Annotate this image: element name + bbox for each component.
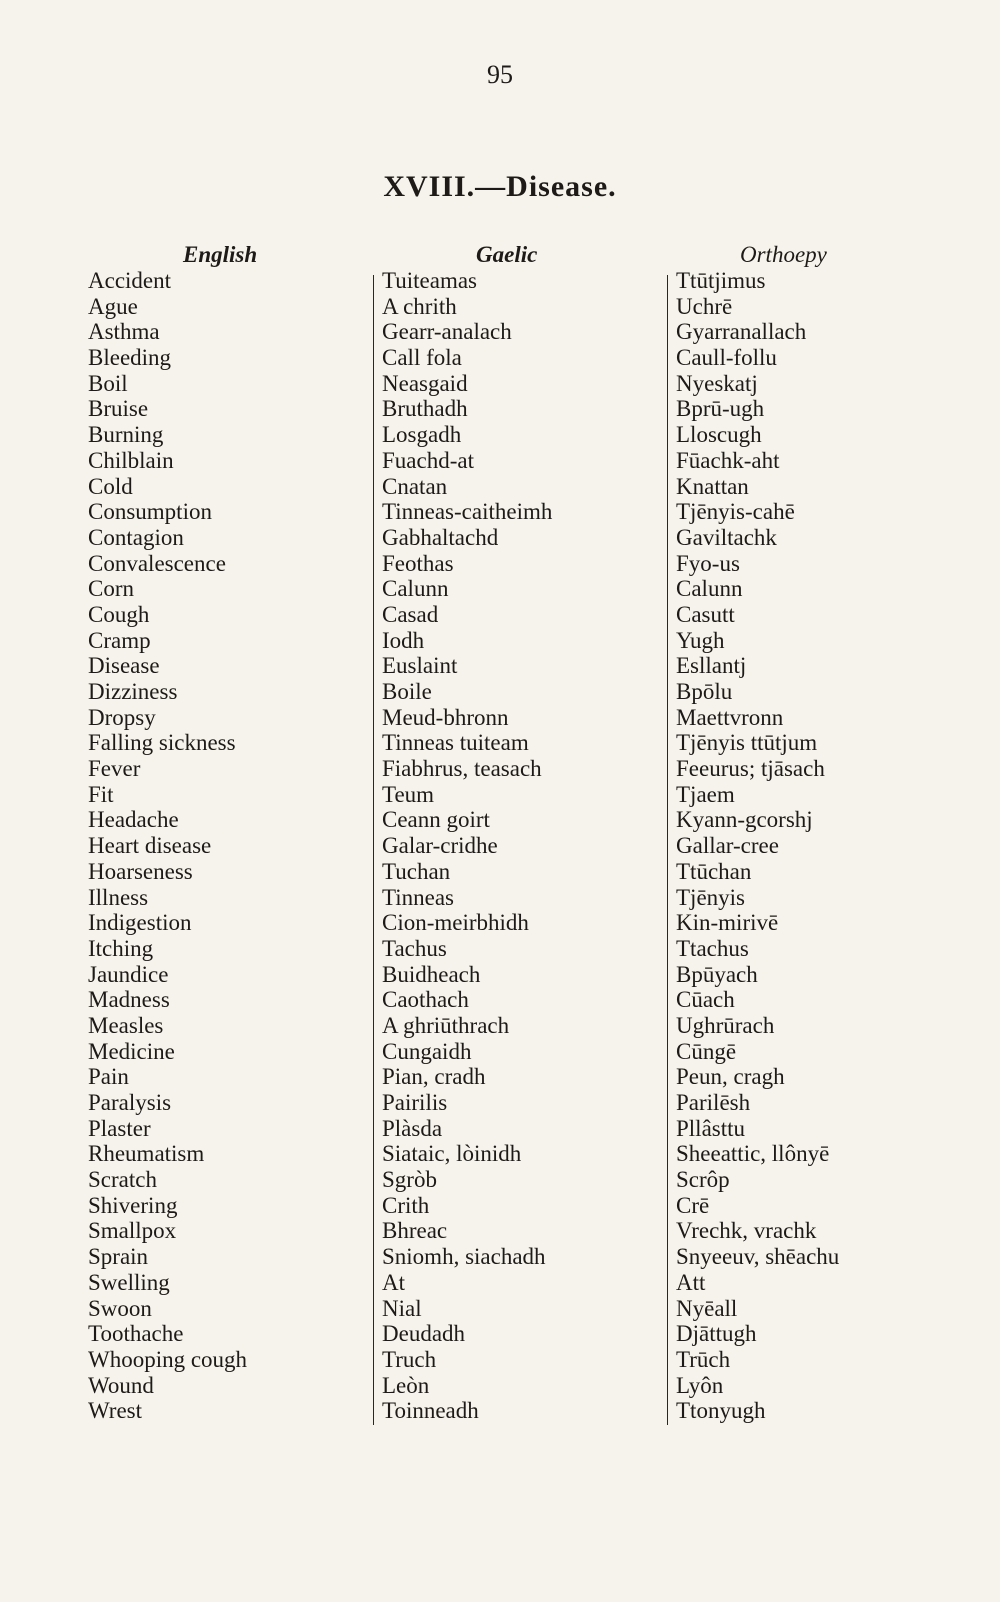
- vocabulary-row: [0, 782, 1000, 808]
- gaelic-term: Call fola: [382, 345, 462, 371]
- gaelic-term: Gabhaltachd: [382, 524, 499, 550]
- vocabulary-row: [0, 1064, 1000, 1090]
- english-term: Consumption: [88, 499, 212, 525]
- vocabulary-list: [0, 268, 1000, 1424]
- gaelic-term: Pairilis: [382, 1090, 448, 1115]
- english-term: Burning: [88, 422, 164, 448]
- gaelic-term: Plàsda: [382, 1115, 443, 1141]
- vocabulary-row: [0, 730, 1000, 756]
- orthoepy-term: Uchrē: [676, 293, 733, 319]
- orthoepy-term: Feeurus; tjāsach: [676, 756, 825, 782]
- orthoepy-term: Ttonyugh: [676, 1398, 766, 1424]
- orthoepy-term: Fūachk-aht: [676, 447, 780, 473]
- gaelic-term: Tinneas: [382, 884, 454, 910]
- vocabulary-row: [0, 1398, 1000, 1424]
- english-term: Wrest: [88, 1398, 142, 1424]
- vocabulary-row: [0, 1270, 1000, 1296]
- english-term: Sprain: [88, 1244, 149, 1270]
- gaelic-term: Pian, cradh: [382, 1064, 486, 1090]
- gaelic-term: Bruthadh: [382, 396, 468, 422]
- english-term: Fever: [88, 756, 141, 782]
- gaelic-term: Truch: [382, 1346, 437, 1372]
- vocabulary-row: [0, 1218, 1000, 1244]
- orthoepy-term: Yugh: [676, 627, 725, 653]
- english-term: Medicine: [88, 1038, 175, 1064]
- english-term: Smallpox: [88, 1218, 177, 1244]
- english-term: Wound: [88, 1372, 154, 1398]
- orthoepy-term: Tjaem: [676, 781, 735, 807]
- vocabulary-row: [0, 499, 1000, 525]
- orthoepy-term: Trūch: [676, 1346, 731, 1372]
- gaelic-term: Tinneas tuiteam: [382, 730, 529, 756]
- orthoepy-term: Parilēsh: [676, 1090, 751, 1115]
- orthoepy-term: Fyo-us: [676, 550, 740, 576]
- gaelic-term: A ghriūthrach: [382, 1012, 510, 1038]
- gaelic-term: Bhreac: [382, 1218, 448, 1244]
- orthoepy-term: Bpūyach: [676, 961, 758, 987]
- english-term: Chilblain: [88, 447, 174, 473]
- english-term: Rheumatism: [88, 1141, 205, 1167]
- vocabulary-row: [0, 679, 1000, 705]
- vocabulary-row: [0, 756, 1000, 782]
- english-term: Madness: [88, 987, 170, 1013]
- orthoepy-term: Crē: [676, 1192, 710, 1218]
- gaelic-term: At: [382, 1269, 405, 1295]
- vocabulary-row: [0, 807, 1000, 833]
- orthoepy-term: Ttūtjimus: [676, 268, 766, 293]
- english-term: Cold: [88, 473, 133, 499]
- vocabulary-row: [0, 653, 1000, 679]
- english-term: Illness: [88, 884, 149, 910]
- english-term: Contagion: [88, 524, 184, 550]
- vocabulary-row: [0, 859, 1000, 885]
- orthoepy-term: Cūngē: [676, 1038, 737, 1064]
- gaelic-term: Nial: [382, 1295, 422, 1321]
- english-term: Pain: [88, 1064, 129, 1090]
- gaelic-term: Cion-meirbhidh: [382, 910, 529, 936]
- orthoepy-term: Maettvronn: [676, 704, 784, 730]
- english-term: Cramp: [88, 627, 151, 653]
- orthoepy-term: Ttūchan: [676, 858, 752, 884]
- orthoepy-term: Att: [676, 1269, 706, 1295]
- gaelic-term: Buidheach: [382, 961, 481, 987]
- vocabulary-row: [0, 422, 1000, 448]
- vocabulary-row: [0, 319, 1000, 345]
- vocabulary-row: [0, 576, 1000, 602]
- gaelic-term: Euslaint: [382, 653, 458, 679]
- english-term: Scratch: [88, 1167, 157, 1193]
- orthoepy-term: Peun, cragh: [676, 1064, 785, 1090]
- gaelic-term: Tuchan: [382, 858, 451, 884]
- vocabulary-row: [0, 705, 1000, 731]
- gaelic-term: Cnatan: [382, 473, 448, 499]
- orthoepy-term: Knattan: [676, 473, 749, 499]
- vocabulary-row: [0, 1167, 1000, 1193]
- vocabulary-row: [0, 1013, 1000, 1039]
- gaelic-term: Sgròb: [382, 1167, 437, 1193]
- vocabulary-row: [0, 936, 1000, 962]
- vocabulary-row: [0, 885, 1000, 911]
- orthoepy-term: Lyôn: [676, 1372, 724, 1398]
- english-term: Disease: [88, 653, 160, 679]
- english-term: Cough: [88, 601, 150, 627]
- english-term: Headache: [88, 807, 179, 833]
- vocabulary-row: [0, 1141, 1000, 1167]
- english-term: Bleeding: [88, 345, 172, 371]
- page-number: 95: [487, 60, 513, 89]
- orthoepy-term: Nyeskatj: [676, 370, 758, 396]
- orthoepy-term: Nyēall: [676, 1295, 738, 1321]
- column-header-gaelic: Gaelic: [476, 242, 538, 267]
- orthoepy-term: Lloscugh: [676, 422, 762, 448]
- gaelic-term: Calunn: [382, 576, 449, 602]
- english-term: Dizziness: [88, 679, 178, 704]
- gaelic-term: Feothas: [382, 550, 454, 576]
- orthoepy-term: Ttachus: [676, 935, 749, 961]
- gaelic-term: Gearr-analach: [382, 319, 512, 345]
- vocabulary-row: [0, 1347, 1000, 1373]
- orthoepy-term: Scrôp: [676, 1167, 730, 1193]
- english-term: Swoon: [88, 1295, 152, 1321]
- english-term: Dropsy: [88, 704, 156, 730]
- english-term: Accident: [88, 268, 172, 293]
- vocabulary-row: [0, 1244, 1000, 1270]
- column-header-orthoepy: Orthoepy: [740, 242, 827, 267]
- orthoepy-term: Sheeattic, llônyē: [676, 1141, 830, 1167]
- vocabulary-row: [0, 1296, 1000, 1322]
- english-term: Boil: [88, 370, 128, 396]
- vocabulary-row: [0, 268, 1000, 294]
- orthoepy-term: Calunn: [676, 576, 743, 602]
- orthoepy-term: Tjēnyis-cahē: [676, 499, 795, 525]
- orthoepy-term: Pllâsttu: [676, 1115, 746, 1141]
- gaelic-term: Neasgaid: [382, 370, 468, 396]
- gaelic-term: Toinneadh: [382, 1398, 479, 1424]
- vocabulary-row: [0, 371, 1000, 397]
- orthoepy-term: Tjēnyis ttūtjum: [676, 730, 818, 756]
- gaelic-term: Losgadh: [382, 422, 462, 448]
- vocabulary-row: [0, 962, 1000, 988]
- gaelic-term: Iodh: [382, 627, 425, 653]
- vocabulary-row: [0, 396, 1000, 422]
- gaelic-term: Siataic, lòinidh: [382, 1141, 522, 1167]
- orthoepy-term: Vrechk, vrachk: [676, 1218, 817, 1244]
- english-term: Hoarseness: [88, 858, 193, 884]
- orthoepy-term: Ughrūrach: [676, 1012, 775, 1038]
- orthoepy-term: Esllantj: [676, 653, 747, 679]
- gaelic-term: Leòn: [382, 1372, 430, 1398]
- vocabulary-row: [0, 1193, 1000, 1219]
- vocabulary-row: [0, 1039, 1000, 1065]
- english-term: Ague: [88, 293, 138, 319]
- english-term: Itching: [88, 935, 154, 961]
- gaelic-term: A chrith: [382, 293, 457, 319]
- column-header-english: English: [183, 242, 258, 267]
- gaelic-term: Casad: [382, 601, 439, 627]
- english-term: Measles: [88, 1012, 164, 1038]
- gaelic-term: Fiabhrus, teasach: [382, 756, 542, 782]
- english-term: Plaster: [88, 1115, 151, 1141]
- gaelic-term: Cungaidh: [382, 1038, 472, 1064]
- gaelic-term: Sniomh, siachadh: [382, 1244, 546, 1270]
- english-term: Shivering: [88, 1192, 178, 1218]
- vocabulary-row: [0, 551, 1000, 577]
- vocabulary-row: [0, 987, 1000, 1013]
- gaelic-term: Galar-cridhe: [382, 833, 498, 859]
- orthoepy-term: Gaviltachk: [676, 524, 777, 550]
- gaelic-term: Crith: [382, 1192, 430, 1218]
- gaelic-term: Tachus: [382, 935, 447, 961]
- gaelic-term: Tinneas-caitheimh: [382, 499, 553, 525]
- english-term: Jaundice: [88, 961, 169, 987]
- gaelic-term: Fuachd-at: [382, 447, 474, 473]
- gaelic-term: Tuiteamas: [382, 268, 477, 293]
- gaelic-term: Ceann goirt: [382, 807, 490, 833]
- orthoepy-term: Cūach: [676, 987, 735, 1013]
- vocabulary-row: [0, 910, 1000, 936]
- gaelic-term: Meud-bhronn: [382, 704, 509, 730]
- english-term: Indigestion: [88, 910, 192, 936]
- english-term: Fit: [88, 781, 114, 807]
- orthoepy-term: Bpōlu: [676, 679, 733, 704]
- vocabulary-row: [0, 602, 1000, 628]
- vocabulary-row: [0, 474, 1000, 500]
- english-term: Whooping cough: [88, 1346, 248, 1372]
- orthoepy-term: Bprū-ugh: [676, 396, 765, 422]
- vocabulary-row: [0, 525, 1000, 551]
- english-term: Convalescence: [88, 550, 226, 576]
- orthoepy-term: Casutt: [676, 601, 735, 627]
- english-term: Swelling: [88, 1269, 170, 1295]
- vocabulary-row: [0, 1321, 1000, 1347]
- orthoepy-term: Snyeeuv, shēachu: [676, 1244, 840, 1270]
- gaelic-term: Caothach: [382, 987, 469, 1013]
- vocabulary-row: [0, 628, 1000, 654]
- gaelic-term: Deudadh: [382, 1321, 466, 1347]
- english-term: Heart disease: [88, 833, 212, 859]
- orthoepy-term: Gallar-cree: [676, 833, 779, 859]
- orthoepy-term: Tjēnyis: [676, 884, 745, 910]
- section-title: XVIII.—Disease.: [383, 170, 617, 203]
- vocabulary-row: [0, 294, 1000, 320]
- orthoepy-term: Caull-follu: [676, 345, 777, 371]
- english-term: Asthma: [88, 319, 160, 345]
- gaelic-term: Teum: [382, 781, 435, 807]
- english-term: Falling sickness: [88, 730, 236, 756]
- vocabulary-row: [0, 1090, 1000, 1116]
- vocabulary-row: [0, 1373, 1000, 1399]
- english-term: Corn: [88, 576, 134, 602]
- gaelic-term: Boile: [382, 679, 432, 704]
- english-term: Toothache: [88, 1321, 184, 1347]
- orthoepy-term: Kyann-gcorshj: [676, 807, 813, 833]
- vocabulary-row: [0, 448, 1000, 474]
- orthoepy-term: Gyarranallach: [676, 319, 807, 345]
- vocabulary-row: [0, 1116, 1000, 1142]
- english-term: Paralysis: [88, 1090, 172, 1115]
- english-term: Bruise: [88, 396, 149, 422]
- vocabulary-row: [0, 345, 1000, 371]
- vocabulary-row: [0, 833, 1000, 859]
- orthoepy-term: Kin-mirivē: [676, 910, 779, 936]
- orthoepy-term: Djāttugh: [676, 1321, 757, 1347]
